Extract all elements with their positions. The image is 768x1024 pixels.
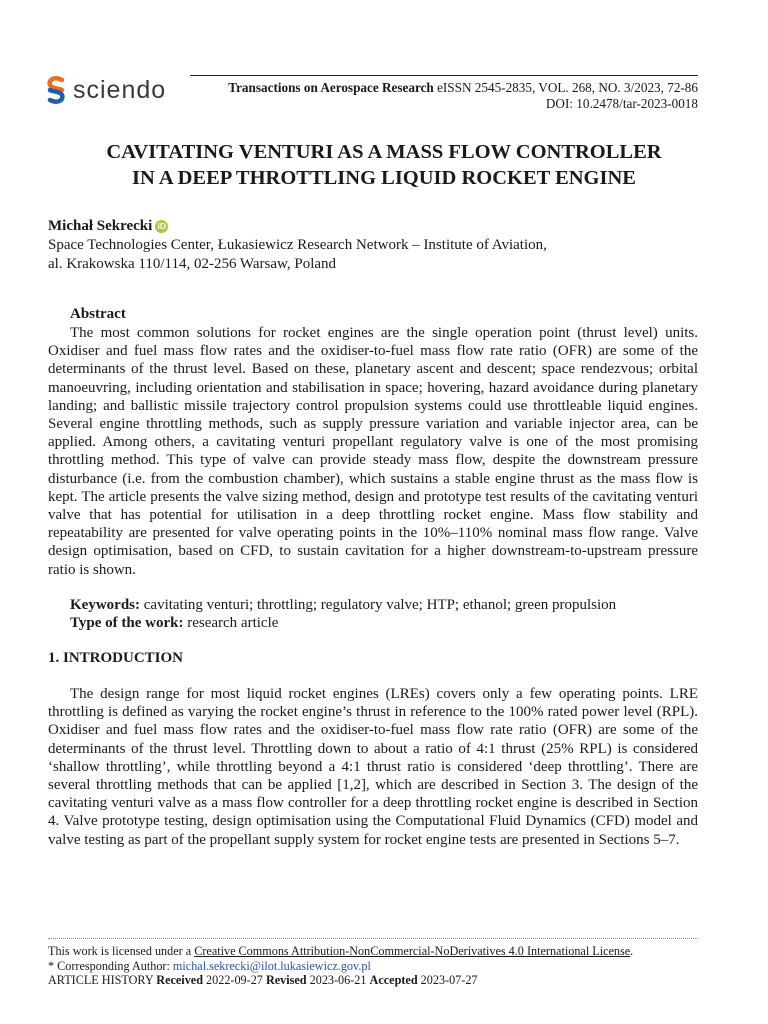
keywords-label: Keywords: [70,597,140,613]
journal-header [228,80,698,112]
introduction-text: The design range for most liquid rocket engines (LREs) covers only a few operating points. LRE throttling is defined as varying the rocket engine’s thrust in reference to the 100% rated power level (RPL). Oxidiser and fuel mass flow rates and the oxidiser-to-fuel mass flow rate ratio (OFR) are some of the determinants of the thrust level. Throttling down to about a ratio of 4:1 thrust (25% RPL) is considered ‘shallow throttling’, while throttling beyond a 4:1 thrust ratio is considered ‘deep throttling’. There are several throttling methods that can be applied [1,2], which are described in Section 3. The design of the cavitating venturi valve as a mass flow controller for a deep throttling rocket engine is described in Section 4. Valve prototype testing, design optimisation using the Computational Fluid Dynamics (CFD) model and valve testing as part of the propellant supply system for rocket engine tests are presented in Sections 5–7. [48,686,698,848]
sciendo-logo[interactable] [46,74,166,106]
license-link[interactable]: Creative Commons Attribution-NonCommercial-NoDerivatives 4.0 International License [194,944,631,958]
accepted-date: 2023-07-27 [417,973,478,988]
accepted-label: Accepted [369,973,418,988]
orcid-icon[interactable]: iD [155,220,168,233]
sciendo-s-icon [46,76,66,104]
journal-citation [228,80,698,96]
revised-label: Revised [265,973,307,988]
author-email-link[interactable]: michal.sekrecki@ilot.lukasiewicz.gov.pl [172,958,371,973]
keywords-line [70,596,700,614]
history-label: ARTICLE HISTORY [48,973,154,988]
section-heading-introduction: 1. INTRODUCTION [48,650,184,666]
header-rule [190,75,698,76]
license-line [48,944,708,959]
corresponding-line [48,959,708,974]
paper-title [40,139,728,191]
abstract-heading: Abstract [70,306,126,322]
affiliation-line-1: Space Technologies Center, Łukasiewicz Research Network – Institute of Aviation, [48,237,547,253]
work-type-label: Type of the work: [70,615,184,631]
license-suffix: . [630,944,634,958]
title-line-2: IN A DEEP THROTTLING LIQUID ROCKET ENGINE [132,167,636,189]
work-type-line [70,614,700,632]
journal-name: Transactions on Aerospace Research [228,80,434,95]
corresponding-label: * Corresponding Author: [48,958,173,973]
article-history-line [48,973,708,988]
logo-text: sciendo [73,75,167,104]
keywords-value: cavitating venturi; throttling; regulatory valve; HTP; ethanol; green propulsion [140,597,617,613]
footer-rule [48,938,698,939]
received-label: Received [156,973,203,988]
author-block [48,217,547,274]
footer [48,944,708,988]
license-prefix: This work is licensed under a [48,944,195,958]
journal-meta: eISSN 2545-2835, VOL. 268, NO. 3/2023, 72-86 [433,80,698,95]
doi: DOI: 10.2478/tar-2023-0018 [545,96,698,111]
title-line-1: CAVITATING VENTURI AS A MASS FLOW CONTROLLER [106,141,662,163]
author-line [48,217,547,236]
abstract-text: The most common solutions for rocket engines are the single operation point (thrust level) units. Oxidiser and fuel mass flow rates and the oxidiser-to-fuel mass flow rate ratio (OFR) are some of the determinants of the thrust level. Based on these, planetary ascent and descent; space rendezvous; orbital manoeuvring, including orientation and stabilisation in space; hovering, hazard avoidance during planetary landing; and ballistic missile trajectory control propulsion systems could use throttleable liquid engines. Several engine throttling methods, such as supply pressure variation and variable injector area, can be applied. Among others, a cavitating venturi propellant regulatory valve is one of the most promising throttling method. This type of valve can provide steady mass flow, despite the downstream pressure disturbance (i.e. from the combustion chamber), which sustains a stable engine thrust as the mass flow is kept. The article presents the valve sizing method, design and prototype test results of the cavitating venturi valve that has potential for utilisation in a deep throttling rocket engine. Mass flow stability and repeatability are presented for valve operating points in the 10%–110% nominal mass flow range. Valve design optimisation, based on CFD, to sustain cavitation for a higher downstream-to-upstream pressure ratio is shown. [48,325,698,578]
keywords-block [70,596,700,632]
author-name: Michał Sekrecki [48,218,153,234]
revised-date: 2023-06-21 [306,973,367,988]
received-date: 2022-09-27 [202,973,263,988]
work-type-value: research article [183,615,279,631]
affiliation-line-2: al. Krakowska 110/114, 02-256 Warsaw, Poland [48,256,337,272]
